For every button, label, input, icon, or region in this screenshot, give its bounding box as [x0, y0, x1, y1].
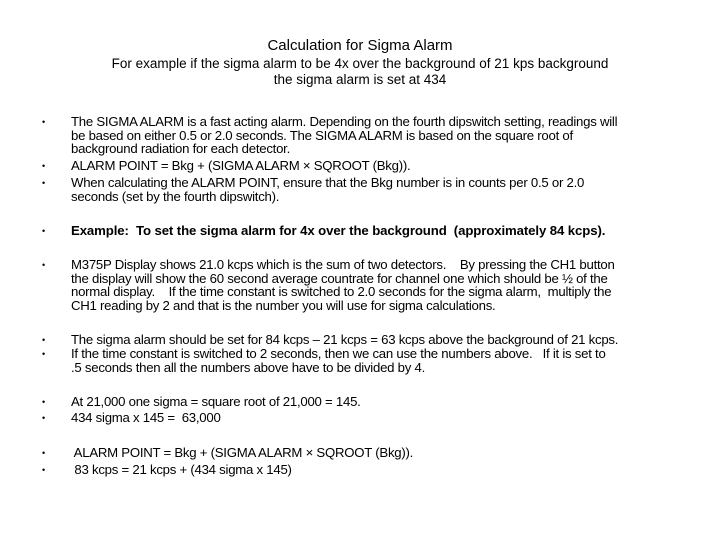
bullet-text-line: background radiation for each detector.	[71, 141, 290, 157]
bullet-text-line: ALARM POINT = Bkg + (SIGMA ALARM × SQROOT (Bkg)).	[71, 158, 411, 173]
bullet-marker: •	[42, 226, 46, 236]
bullet-text-line: If the time constant is switched to 2 seconds, then we can use the numbers above. If it is set to	[71, 346, 606, 361]
bullet-text-line: 83 kcps = 21 kcps + (434 sigma x 145)	[71, 462, 292, 477]
bullet-text-line: Example: To set the sigma alarm for 4x over the background (approximately 84 kcps).	[71, 223, 606, 238]
bullet-text-line: At 21,000 one sigma = square root of 21,000 = 145.	[71, 394, 361, 409]
bullet-text-line: The sigma alarm should be set for 84 kcps – 21 kcps = 63 kcps above the background of 21 kcps.	[71, 332, 619, 347]
bullet-marker: •	[42, 117, 46, 127]
bullet-marker: •	[42, 397, 46, 407]
bullet-text-line: M375P Display shows 21.0 kcps which is the sum of two detectors. By pressing the CH1 button	[71, 257, 615, 272]
bullet-text-line: seconds (set by the fourth dipswitch).	[71, 188, 280, 204]
subtitle-line-1: For example if the sigma alarm to be 4x over the background of 21 kps background	[111, 56, 609, 71]
bullet-text-line: CH1 reading by 2 and that is the number you will use for sigma calculations.	[71, 298, 496, 314]
page-title: Calculation for Sigma Alarm	[267, 37, 453, 54]
bullet-text-line: When calculating the ALARM POINT, ensure that the Bkg number is in counts per 0.5 or 2.0	[71, 175, 585, 190]
subtitle-line-2: the sigma alarm is set at 434	[273, 72, 447, 87]
bullet-marker: •	[42, 260, 46, 270]
bullet-text-line: .5 seconds then all the numbers above have to be divided by 4.	[71, 359, 425, 375]
bullet-marker: •	[42, 413, 46, 423]
bullet-text-line: be based on either 0.5 or 2.0 seconds. The SIGMA ALARM is based on the square root of	[71, 127, 573, 143]
bullet-marker: •	[42, 335, 46, 345]
bullet-text-line: the display will show the 60 second average countrate for channel one which should be ½ of the	[71, 270, 608, 286]
bullet-marker: •	[42, 161, 46, 171]
bullet-text-line: normal display. If the time constant is switched to 2.0 seconds for the sigma alarm, multiply the	[71, 284, 612, 300]
bullet-text-line: ALARM POINT = Bkg + (SIGMA ALARM × SQROOT (Bkg)).	[71, 445, 414, 460]
bullet-marker: •	[42, 448, 46, 458]
bullet-text-line: The SIGMA ALARM is a fast acting alarm. Depending on the fourth dipswitch setting, readings will	[71, 114, 618, 129]
bullet-marker: •	[42, 349, 46, 359]
bullet-marker: •	[42, 465, 46, 475]
bullet-marker: •	[42, 178, 46, 188]
bullet-text-line: 434 sigma x 145 = 63,000	[71, 410, 221, 425]
